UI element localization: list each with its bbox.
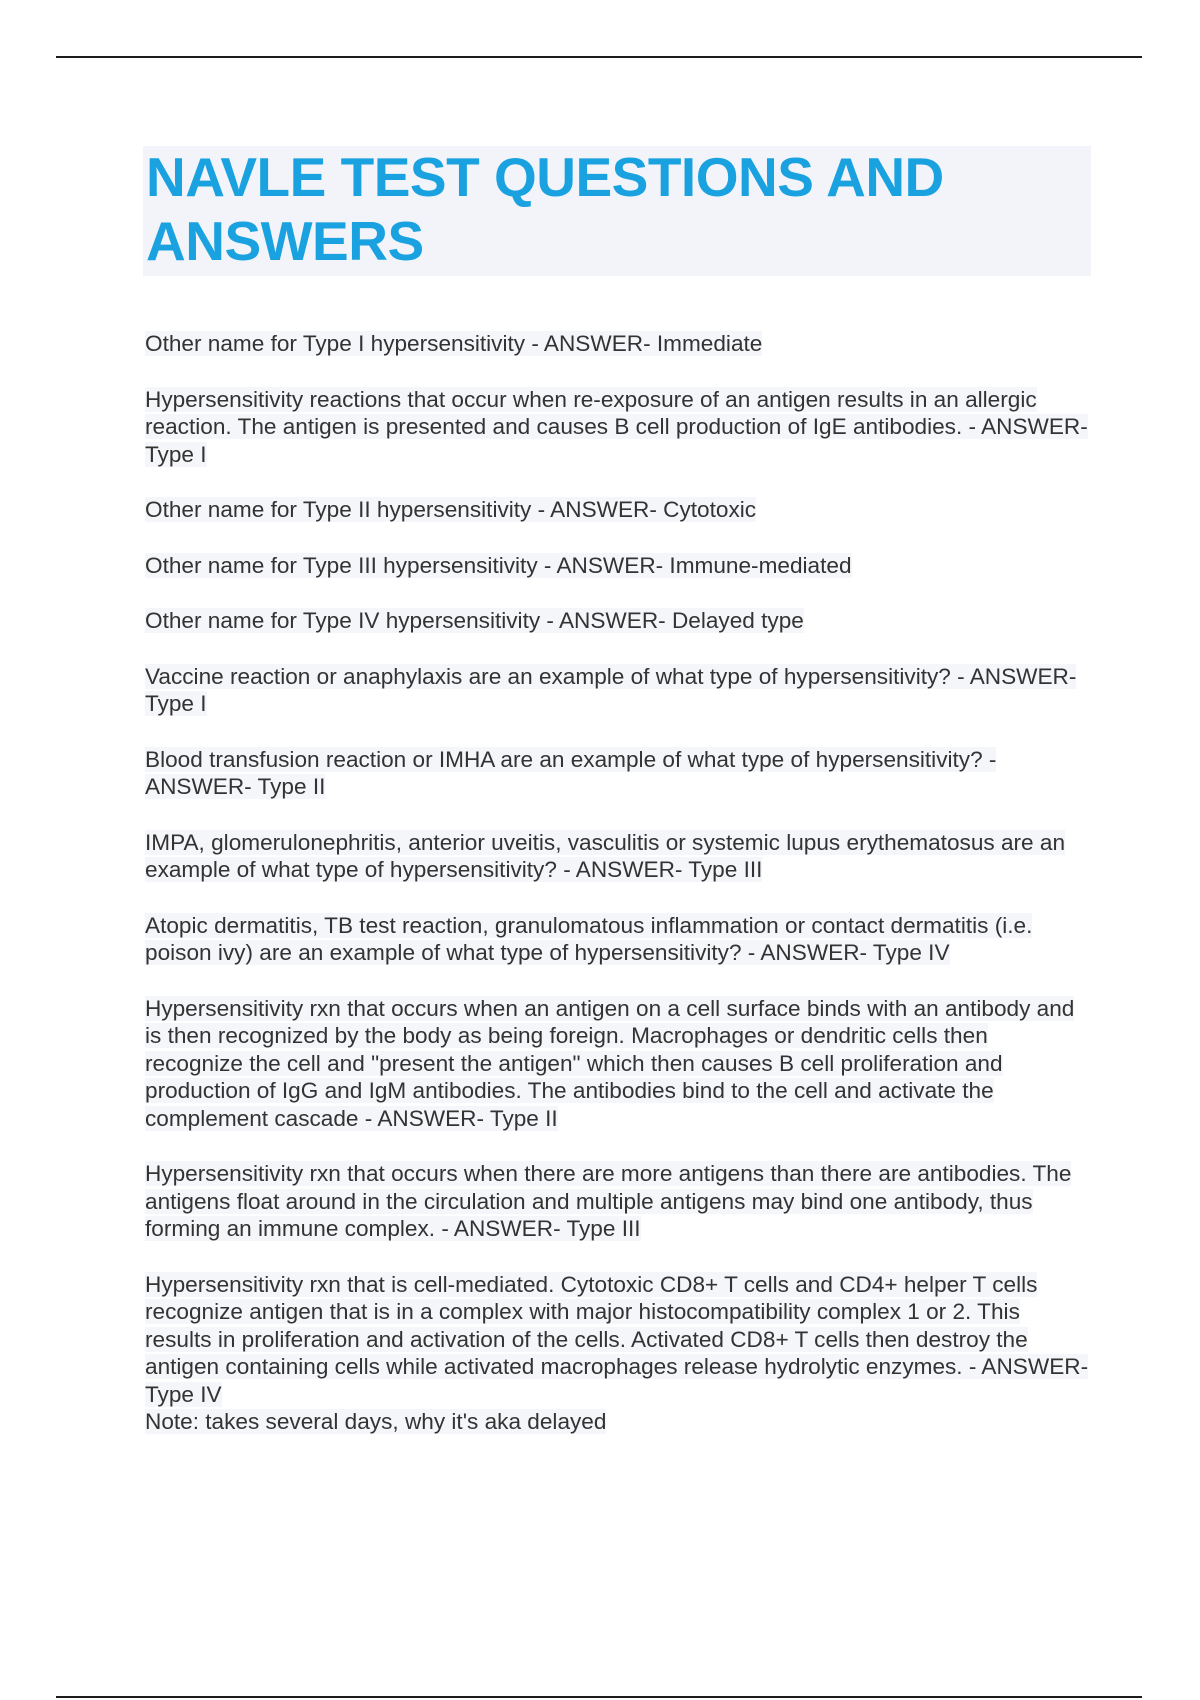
qa-list — [145, 330, 1090, 1464]
qa-item — [145, 912, 1090, 967]
qa-item — [145, 330, 1090, 358]
qa-item — [145, 663, 1090, 718]
qa-text: Other name for Type III hypersensitivity - ANSWER- Immune-mediated — [145, 552, 852, 578]
qa-text: Other name for Type IV hypersensitivity - ANSWER- Delayed type — [145, 608, 804, 633]
qa-text: Hypersensitivity rxn that occurs when there are more antigens than there are antibodies. The antigens float around in the circulation and multiple antigens may bind one antibody, thus forming an immune complex. - ANSWER- Type III — [145, 1161, 1072, 1241]
qa-item — [145, 746, 1090, 801]
qa-item — [145, 995, 1090, 1133]
qa-text: Other name for Type I hypersensitivity - ANSWER- Immediate — [145, 331, 763, 356]
qa-item — [145, 607, 1090, 635]
qa-item — [145, 552, 1090, 580]
qa-text: Vaccine reaction or anaphylaxis are an example of what type of hypersensitivity? - ANSWER- Type I — [145, 663, 1077, 716]
qa-text: Hypersensitivity rxn that occurs when an antigen on a cell surface binds with an antibody and is then recognized by the body as being foreign. Macrophages or dendritic cells then recognize the cell and "present the antigen" which then causes B cell proliferation and production of IgG and IgM antibodies. The antibodies bind to the cell and activate the complement cascade - ANSWER- Type II — [145, 995, 1075, 1131]
bottom-rule — [56, 1696, 1142, 1698]
qa-text: IMPA, glomerulonephritis, anterior uveitis, vasculitis or systemic lupus erythematosus are an example of what type of hypersensitivity? - ANSWER- Type III — [145, 829, 1066, 882]
qa-text: Hypersensitivity rxn that is cell-mediated. Cytotoxic CD8+ T cells and CD4+ helper T cells recognize antigen that is in a complex with major histocompatibility complex 1 or 2. This results in proliferation and activation of the cells. Activated CD8+ T cells then destroy the antigen containing cells while activated macrophages release hydrolytic enzymes. - ANSWER- Type IV — [145, 1271, 1089, 1407]
qa-text: Other name for Type II hypersensitivity - ANSWER- Cytotoxic — [145, 497, 757, 522]
qa-text: Hypersensitivity reactions that occur when re-exposure of an antigen results in an allergic reaction. The antigen is presented and causes B cell production of IgE antibodies. - ANSWER- Type I — [145, 386, 1088, 467]
qa-text: Atopic dermatitis, TB test reaction, granulomatous inflammation or contact dermatitis (i.e. poison ivy) are an example of what type of hypersensitivity? - ANSWER- Type IV — [145, 912, 1033, 965]
qa-item — [145, 1160, 1090, 1243]
qa-item — [145, 829, 1090, 884]
top-rule — [56, 56, 1142, 58]
document-title: NAVLE TEST QUESTIONS AND ANSWERS — [146, 146, 944, 272]
qa-item — [145, 386, 1090, 469]
qa-item — [145, 496, 1090, 524]
qa-item — [145, 1271, 1090, 1436]
qa-note: Note: takes several days, why it's aka delayed — [145, 1409, 607, 1434]
qa-text: Blood transfusion reaction or IMHA are an example of what type of hypersensitivity? - ANSWER- Type II — [145, 746, 997, 799]
